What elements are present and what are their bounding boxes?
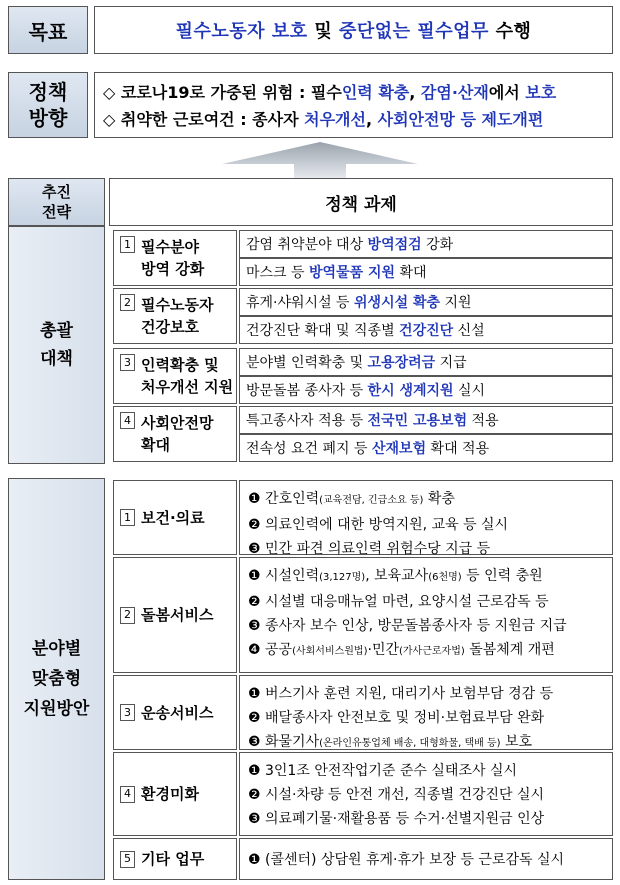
sector-item xyxy=(248,487,612,513)
text-run: 확대 xyxy=(395,265,427,281)
text-run: ❶ 3인1조 안전작업기준 준수 실태조사 실시 xyxy=(248,763,517,779)
direction-box xyxy=(94,72,613,138)
text-run: ❸ 종사자 보수 인상, 방문돌봄종사자 등 지원금 지급 xyxy=(248,618,567,634)
comprehensive-label xyxy=(8,226,105,464)
text-run: ❶ xyxy=(248,491,266,507)
number-badge: 3 xyxy=(120,704,135,721)
text-run: 감염·산재 xyxy=(420,83,489,102)
text-run: 건강진단 확대 및 직종별 xyxy=(246,323,400,339)
sector-item xyxy=(248,564,612,590)
text-run: , 보육교사 xyxy=(365,568,429,584)
text-run: 산재보험 xyxy=(372,441,427,457)
text-run: ❸ 의료폐기물·재활용품 등 수거·선별지원금 인상 xyxy=(248,811,545,827)
sectoral-label-line: 지원방안 xyxy=(23,699,90,719)
number-badge: 3 xyxy=(120,354,135,371)
up-arrow-icon xyxy=(150,138,490,178)
text-run: ❷ 시설별 대응매뉴얼 마련, 요양시설 근로감독 등 xyxy=(248,594,549,610)
text-run: 마스크 등 xyxy=(246,265,309,281)
strategy-header-line: 전략 xyxy=(42,203,71,221)
sector-items xyxy=(239,480,613,555)
sector-name: 돌봄서비스 xyxy=(141,606,214,624)
text-run: 특고종사자 적용 등 xyxy=(246,413,368,429)
sector-item xyxy=(248,513,612,537)
sector-item xyxy=(248,807,612,831)
category-name: 인력확충 및 처우개선 지원 xyxy=(141,356,234,396)
sector-item xyxy=(248,590,612,614)
comprehensive-label-line: 총괄 xyxy=(40,321,73,341)
task-item xyxy=(239,288,613,316)
category-4 xyxy=(113,406,237,462)
sector-4 xyxy=(113,752,237,836)
strategy-header-line: 추진 xyxy=(42,183,71,201)
sector-items xyxy=(239,675,613,750)
text-run: (온라인유통업체 배송, 대형화물, 택배 등) xyxy=(319,738,501,749)
sector-items xyxy=(239,557,613,673)
text-run: ❶ (콜센터) 상담원 휴게·휴가 보장 등 근로감독 실시 xyxy=(248,852,565,868)
text-run: 방역물품 지원 xyxy=(309,265,396,281)
text-run: 휴게·샤워시설 등 xyxy=(246,295,355,311)
direction-label-line: 방향 xyxy=(28,106,68,130)
sector-item xyxy=(248,614,612,638)
text-run: 감염 취약분야 대상 xyxy=(246,237,368,253)
sectoral-label xyxy=(8,478,105,880)
task-item xyxy=(239,434,613,462)
text-run: 방문돌봄 종사자 등 xyxy=(246,383,368,399)
text-run: 건강진단 xyxy=(399,323,454,339)
text-run: ·민간 xyxy=(367,642,399,658)
text-run: 신설 xyxy=(453,323,485,339)
text-run: 위생시설 확충 xyxy=(354,295,441,311)
text-run: ❷ 시설·차량 등 안전 개선, 직종별 건강진단 실시 xyxy=(248,787,545,803)
text-run: 보호 xyxy=(525,83,557,102)
text-run: 한시 생계지원 xyxy=(367,383,454,399)
text-run: ◇ 취약한 근로여건 : 종사자 xyxy=(103,110,305,129)
text-run: 처우개선 xyxy=(304,110,366,129)
sector-name: 환경미화 xyxy=(141,785,199,803)
sector-3 xyxy=(113,675,237,750)
sector-item xyxy=(248,682,612,706)
goal-text xyxy=(94,6,613,54)
sector-items xyxy=(239,752,613,836)
text-run: 지급 xyxy=(435,355,467,371)
sector-item xyxy=(248,783,612,807)
text-run: (3,127명) xyxy=(319,572,366,583)
goal-label: 목표 xyxy=(8,6,88,54)
tasks-header: 정책 과제 xyxy=(109,178,613,226)
category-name: 사회안전망 확대 xyxy=(141,414,214,454)
text-run: ❸ 화물기사 xyxy=(248,734,320,750)
text-run: 간호인력 xyxy=(265,491,320,507)
text-run: ❷ 배달종사자 안전보호 및 정비·보험료부담 완화 xyxy=(248,710,545,726)
category-name: 필수분야 방역 강화 xyxy=(141,238,205,278)
number-badge: 4 xyxy=(120,786,135,803)
task-item xyxy=(239,316,613,344)
category-name: 필수노동자 건강보호 xyxy=(141,296,214,336)
text-run: ❶ 시설인력 xyxy=(248,568,320,584)
sectoral-label-line: 맞춤형 xyxy=(31,669,82,689)
text-run: , xyxy=(365,110,378,129)
text-run: ❶ 버스기사 훈련 지원, 대리기사 보험부담 경감 등 xyxy=(248,686,554,702)
direction-label xyxy=(8,72,88,138)
sector-1 xyxy=(113,480,237,555)
sector-items xyxy=(239,838,613,880)
text-run: 확충 xyxy=(423,491,455,507)
text-run: 사회안전망 등 제도개편 xyxy=(377,110,544,129)
text-run: (사회서비스원법) xyxy=(292,646,368,657)
sector-name: 운송서비스 xyxy=(141,703,214,722)
text-run: 적용 xyxy=(467,413,499,429)
text-run: 전속성 요건 폐지 등 xyxy=(246,441,372,457)
text-run: ◇ 코로나19로 가중된 위험 : 필수 xyxy=(103,83,342,102)
sector-2 xyxy=(113,557,237,673)
comprehensive-label-line: 대책 xyxy=(40,349,73,369)
text-run: 확대 적용 xyxy=(426,441,490,457)
text-run: (교육전담, 긴급소요 등) xyxy=(319,495,424,506)
sector-item xyxy=(248,706,612,730)
text-run: (가사근로자법) xyxy=(399,646,465,657)
number-badge: 5 xyxy=(120,851,135,868)
sector-name: 기타 업무 xyxy=(141,850,205,868)
number-badge: 2 xyxy=(120,294,135,311)
text-run: 분야별 인력확충 및 xyxy=(246,355,368,371)
text-run: 등 인력 충원 xyxy=(461,568,543,584)
text-run: 방역점검 xyxy=(367,237,422,253)
direction-line-2 xyxy=(103,106,612,133)
text-run: 인력 확충 xyxy=(341,83,410,102)
task-item xyxy=(239,258,613,286)
text-run: ❸ 민간 파견 의료인력 위험수당 지급 등 xyxy=(248,541,491,557)
sector-item xyxy=(248,848,612,872)
task-item xyxy=(239,376,613,404)
text-run: 에서 xyxy=(488,83,526,102)
number-badge: 2 xyxy=(120,607,135,624)
text-run: ❷ 의료인력에 대한 방역지원, 교육 등 실시 xyxy=(248,517,509,533)
text-run: 보호 xyxy=(500,734,533,750)
text-run: , xyxy=(409,83,421,102)
text-run: ❹ 공공 xyxy=(248,642,293,658)
task-item xyxy=(239,348,613,376)
text-run: 지원 xyxy=(440,295,472,311)
text-run: 돌봄체계 개편 xyxy=(464,642,555,658)
text-run: 실시 xyxy=(453,383,486,399)
category-1 xyxy=(113,230,237,286)
text-run: (6천명) xyxy=(428,572,462,583)
task-item xyxy=(239,230,613,258)
sector-item xyxy=(248,759,612,783)
number-badge: 1 xyxy=(120,509,135,526)
goal-part: 수행 xyxy=(488,21,532,42)
direction-line-1 xyxy=(103,79,612,106)
goal-part: 및 xyxy=(307,21,339,42)
sector-item xyxy=(248,638,612,664)
category-2 xyxy=(113,288,237,344)
text-run: 고용장려금 xyxy=(367,355,436,371)
strategy-header xyxy=(8,178,105,226)
sectoral-label-line: 분야별 xyxy=(31,639,82,659)
task-item xyxy=(239,406,613,434)
number-badge: 4 xyxy=(120,412,135,429)
direction-label-line: 정책 xyxy=(28,80,68,104)
text-run: 전국민 고용보험 xyxy=(367,413,468,429)
number-badge: 1 xyxy=(120,236,135,253)
goal-part: 필수노동자 보호 xyxy=(175,21,308,42)
text-run: 강화 xyxy=(421,237,454,253)
goal-part: 중단없는 필수업무 xyxy=(338,21,489,42)
sector-name: 보건·의료 xyxy=(141,508,205,527)
category-3 xyxy=(113,348,237,404)
sector-5 xyxy=(113,838,237,880)
